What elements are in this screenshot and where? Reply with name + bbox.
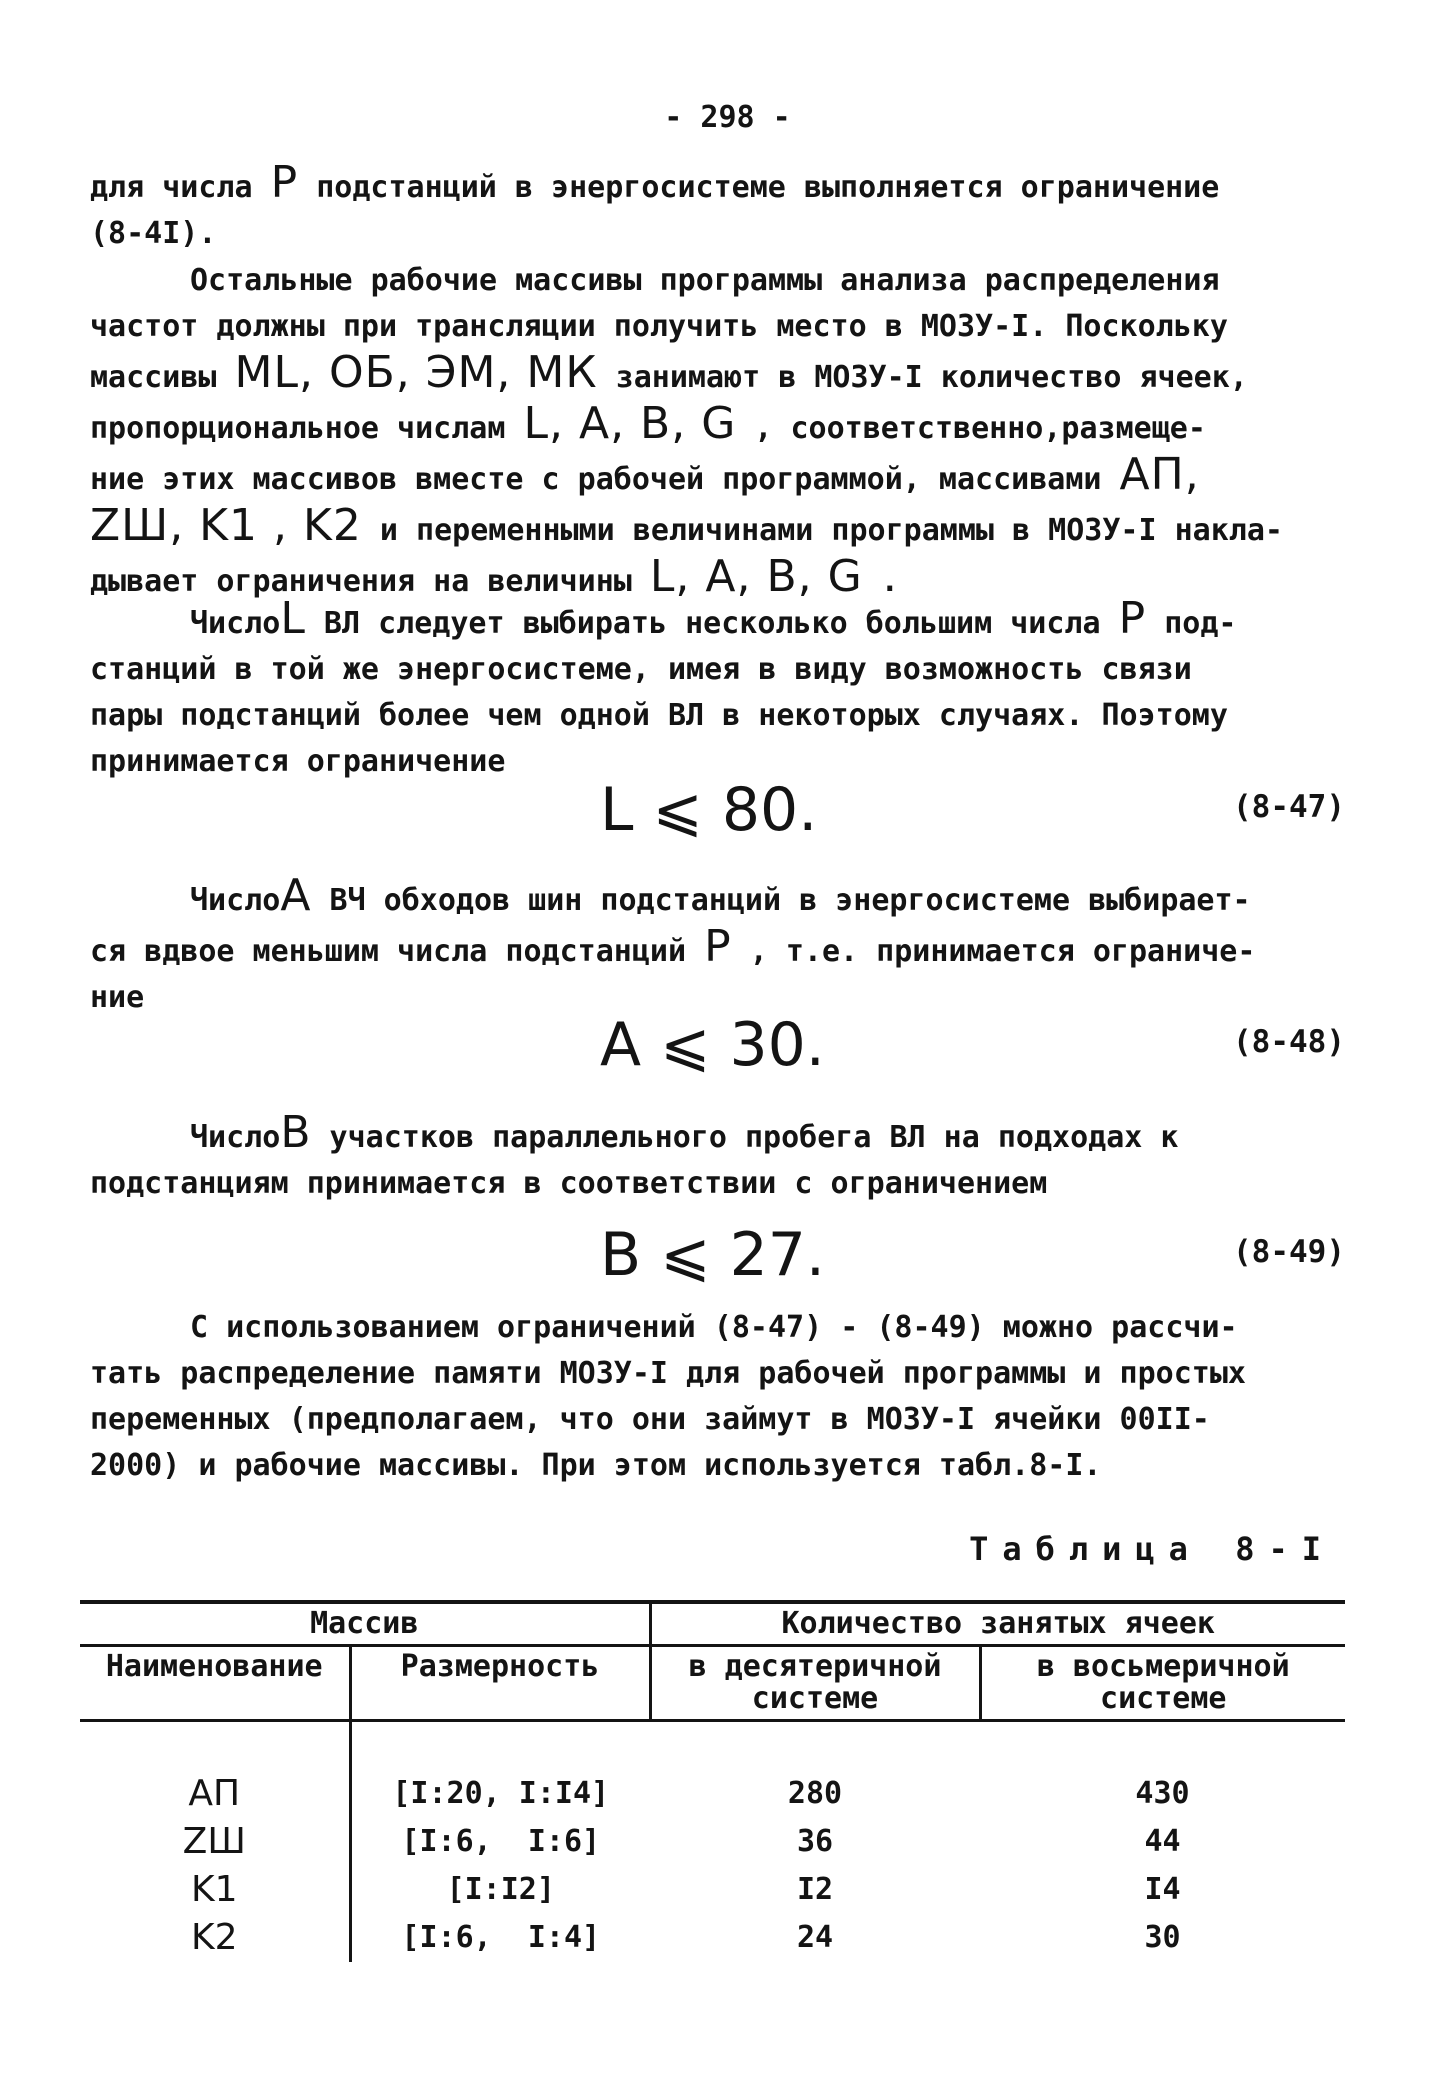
equation-8-47 [0,775,1455,845]
math-symbol: L, A, B, G [523,398,737,449]
text-run: пропорциональное числам [90,411,524,446]
math-symbol: P [270,157,299,208]
text-line: С использованием ограничений (8-47) - (8-49) можно рассчи- [190,1310,1238,1345]
equation-8-48 [0,1010,1455,1080]
text-run: подстанций в энергосистеме выполняется ограничение [298,170,1220,205]
cell-octal: 44 [1144,1824,1181,1859]
text-line: 2000) и рабочие массивы. При этом используется табл.8-I. [90,1448,1102,1483]
text-line: (8-4I). [90,216,217,251]
memory-table [80,1600,1345,1962]
equation-formula: L ⩽ 80. [600,775,818,845]
table-row [80,1914,1345,1962]
cell-name: K2 [190,1917,238,1958]
spacer-cell [650,1721,980,1771]
cell-octal: 30 [1144,1920,1181,1955]
column-header-octal-line1: в восьмеричной [1036,1649,1290,1684]
column-header-octal [980,1646,1345,1721]
text-run: ся вдвое меньшим числа подстанций [90,934,705,969]
math-symbol: B [280,1107,312,1158]
group-header-array: Массив [80,1602,650,1646]
text-run: Число [190,883,281,918]
equation-formula: B ⩽ 27. [600,1220,825,1290]
cell-decimal: I2 [796,1872,834,1907]
table-caption: Таблица 8-I [969,1530,1335,1568]
text-line: тать распределение памяти МОЗУ-I для рабочей программы и простых [90,1356,1246,1391]
cell-name: K1 [190,1869,238,1910]
text-run: дывает ограничения на величины [90,564,650,599]
text-line: станций в той же энергосистеме, имея в виду возможность связи [90,652,1192,687]
spacer-cell [980,1721,1345,1771]
group-header-cells: Количество занятых ячеек [650,1602,1345,1646]
equation-number: (8-49) [1233,1234,1345,1270]
text-run: для числа [90,170,271,205]
column-header-decimal [650,1646,980,1721]
table-column-header-row [80,1646,1345,1721]
spacer-cell [350,1721,650,1771]
text-run: ВЧ обходов шин подстанций в энергосистеме выбирает- [311,883,1251,918]
column-header-decimal-line2: системе [751,1681,879,1716]
table-row [80,1818,1345,1866]
text-line: принимается ограничение [90,744,506,779]
math-symbol: ML, ОБ, ЭМ, МК [234,347,598,398]
paragraph-1 [90,157,1335,257]
paragraph-6 [90,1305,1335,1489]
cell-name: АП [188,1773,241,1814]
text-run: массивы [90,360,235,395]
table-row [80,1770,1345,1818]
column-header-dimension: Размерность [350,1646,650,1721]
table-spacer [80,1721,1345,1771]
equation-formula: A ⩽ 30. [600,1010,825,1080]
table-row [80,1866,1345,1914]
cell-octal: I4 [1144,1872,1181,1907]
cell-decimal: 24 [796,1920,834,1955]
paragraph-3 [90,593,1335,785]
math-symbol: A [280,870,312,921]
equation-number: (8-48) [1233,1024,1345,1060]
text-line: переменных (предполагаем, что они займут в МОЗУ-I ячейки 00II- [90,1402,1210,1437]
cell-octal: 430 [1135,1776,1190,1811]
text-run: . [862,564,899,599]
math-symbol: L [280,593,306,644]
equation-number: (8-47) [1233,789,1345,825]
text-run: участков параллельного пробега ВЛ на подходах к [311,1120,1179,1155]
column-header-name: Наименование [80,1646,350,1721]
paragraph-4 [90,870,1335,1021]
paragraph-5 [90,1107,1335,1207]
cell-dimension: [I:20, I:I4] [350,1770,650,1818]
text-line: подстанциям принимается в соответствии с ограничением [90,1166,1048,1201]
text-run: ВЛ следует выбирать несколько большим числа [305,606,1119,641]
cell-decimal: 36 [796,1824,834,1859]
text-line: Остальные рабочие массивы программы анализа распределения [190,263,1220,298]
cell-decimal: 280 [787,1776,843,1811]
spacer-cell [80,1721,350,1771]
text-line: частот должны при трансляции получить место в МОЗУ-I. Поскольку [90,309,1228,344]
math-symbol: P [1118,593,1147,644]
text-run: ние этих массивов вместе с рабочей программой, массивами [90,462,1120,497]
text-line: пары подстанций более чем одной ВЛ в некоторых случаях. Поэтому [90,698,1228,733]
equation-8-49 [0,1220,1455,1290]
table-group-header-row [80,1602,1345,1646]
column-header-decimal-line1: в десятеричной [688,1649,942,1684]
page-number: - 298 - [664,100,791,135]
text-run: , соответственно,размеще- [736,411,1206,446]
math-symbol: ZШ, K1 , K2 [90,500,362,551]
text-run: , т.е. принимается ограниче- [731,934,1256,969]
math-symbol: АП, [1119,449,1200,500]
cell-name: ZШ [182,1821,246,1862]
text-run: занимают в МОЗУ-I количество ячеек, [597,360,1248,395]
cell-dimension: [I:6, I:6] [350,1818,650,1866]
cell-dimension: [I:6, I:4] [350,1914,650,1962]
math-symbol: L, A, B, G [649,551,863,602]
cell-dimension: [I:I2] [350,1866,650,1914]
text-run: Число [190,1120,281,1155]
text-run: и переменными величинами программы в МОЗУ-I накла- [361,513,1283,548]
text-line: ние [90,980,145,1015]
text-run: под- [1146,606,1237,641]
text-run: Число [190,606,281,641]
math-symbol: P [704,921,732,972]
paragraph-2 [90,258,1335,605]
column-header-octal-line2: системе [1100,1681,1227,1716]
